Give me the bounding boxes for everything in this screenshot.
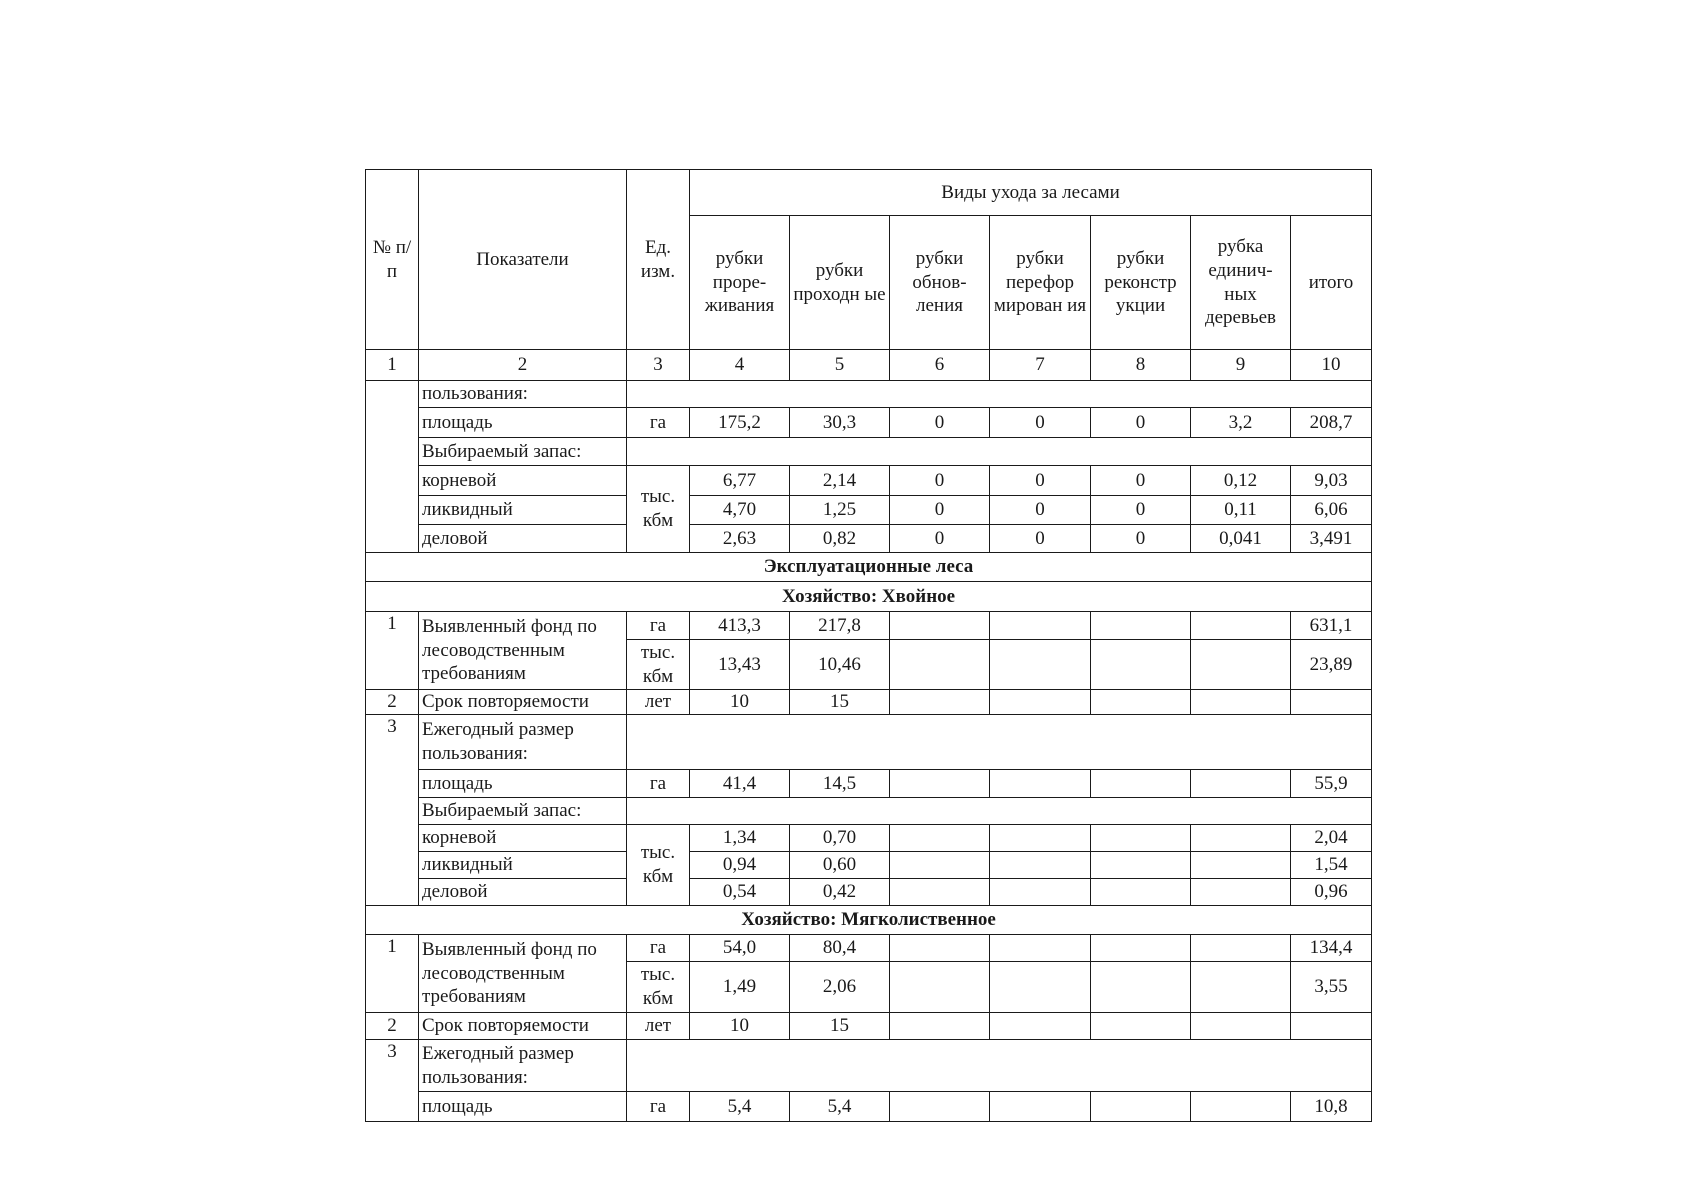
header-group: Виды ухода за лесами (690, 170, 1372, 216)
row-label: площадь (419, 1092, 627, 1122)
column-number: 6 (890, 350, 990, 381)
value-cell: 0,94 (690, 852, 790, 879)
row-label: Выбираемый запас: (419, 798, 627, 825)
table-row (366, 1013, 1372, 1040)
row-label: Ежегодный размер пользования: (419, 1040, 627, 1092)
unit-cell: лет (627, 690, 690, 715)
value-cell: 413,3 (690, 612, 790, 640)
header-type: итого (1291, 216, 1372, 350)
value-cell: 5,4 (690, 1092, 790, 1122)
value-cell: 1,49 (690, 962, 790, 1013)
row-label: Ежегодный размер пользования: (419, 715, 627, 770)
value-cell (1091, 852, 1191, 879)
value-cell (1191, 612, 1291, 640)
value-cell (990, 879, 1091, 906)
unit-cell: га (627, 408, 690, 438)
empty-cell (627, 438, 1372, 466)
value-cell: 80,4 (790, 935, 890, 962)
value-cell (990, 612, 1091, 640)
empty-cell (627, 715, 1372, 770)
value-cell: 10 (690, 1013, 790, 1040)
value-cell: 10 (690, 690, 790, 715)
value-cell (1091, 1092, 1191, 1122)
total-cell: 0,96 (1291, 879, 1372, 906)
header-type: рубки проходн ые (790, 216, 890, 350)
row-number-empty (366, 381, 419, 553)
value-cell: 0 (990, 466, 1091, 496)
row-number: 3 (366, 1040, 419, 1122)
value-cell (890, 1092, 990, 1122)
value-cell (1091, 935, 1191, 962)
subsection-title-conifer: Хозяйство: Хвойное (366, 582, 1372, 612)
total-cell: 208,7 (1291, 408, 1372, 438)
header-type: рубка единич-ных деревьев (1191, 216, 1291, 350)
value-cell (890, 612, 990, 640)
value-cell (1091, 640, 1191, 690)
value-cell (1191, 1092, 1291, 1122)
total-cell: 631,1 (1291, 612, 1372, 640)
row-label: корневой (419, 825, 627, 852)
total-cell: 1,54 (1291, 852, 1372, 879)
value-cell (1191, 879, 1291, 906)
total-cell: 6,06 (1291, 496, 1372, 525)
column-number: 3 (627, 350, 690, 381)
value-cell: 15 (790, 690, 890, 715)
value-cell: 0,42 (790, 879, 890, 906)
value-cell: 217,8 (790, 612, 890, 640)
unit-cell: га (627, 770, 690, 798)
row-label: площадь (419, 408, 627, 438)
row-number: 1 (366, 612, 419, 690)
value-cell (1191, 640, 1291, 690)
unit-cell: тыс. кбм (627, 466, 690, 553)
value-cell (890, 879, 990, 906)
value-cell (990, 690, 1091, 715)
value-cell: 0 (890, 525, 990, 553)
row-label: ликвидный (419, 496, 627, 525)
total-cell: 10,8 (1291, 1092, 1372, 1122)
column-number: 1 (366, 350, 419, 381)
value-cell (990, 852, 1091, 879)
value-cell: 4,70 (690, 496, 790, 525)
table-row (366, 690, 1372, 715)
value-cell (890, 962, 990, 1013)
usage-continuation: пользования: (419, 381, 627, 408)
column-number: 2 (419, 350, 627, 381)
value-cell (890, 825, 990, 852)
value-cell (890, 640, 990, 690)
row-label: деловой (419, 525, 627, 553)
value-cell (1191, 935, 1291, 962)
table-row (366, 879, 1372, 906)
total-cell (1291, 690, 1372, 715)
value-cell: 3,2 (1191, 408, 1291, 438)
value-cell (1191, 852, 1291, 879)
column-number: 9 (1191, 350, 1291, 381)
table-row (366, 1092, 1372, 1122)
row-number: 1 (366, 935, 419, 1013)
unit-cell: га (627, 1092, 690, 1122)
table-row (366, 525, 1372, 553)
unit-cell: га (627, 612, 690, 640)
row-label: Выявленный фонд по лесоводственным требованиям (419, 612, 627, 690)
value-cell: 0 (890, 408, 990, 438)
value-cell: 0 (990, 496, 1091, 525)
value-cell: 0 (1091, 496, 1191, 525)
unit-cell: тыс. кбм (627, 640, 690, 690)
total-cell: 55,9 (1291, 770, 1372, 798)
value-cell (1191, 825, 1291, 852)
row-label: площадь (419, 770, 627, 798)
table-row (366, 612, 1372, 640)
header-type: рубки реконстр укции (1091, 216, 1191, 350)
value-cell (990, 640, 1091, 690)
table-row (366, 852, 1372, 879)
table-row (366, 408, 1372, 438)
header-num: № п/п (366, 170, 419, 350)
table-row (366, 496, 1372, 525)
value-cell: 0,11 (1191, 496, 1291, 525)
value-cell: 0,82 (790, 525, 890, 553)
value-cell (1091, 690, 1191, 715)
value-cell: 41,4 (690, 770, 790, 798)
value-cell (990, 770, 1091, 798)
table-row (366, 466, 1372, 496)
column-number: 5 (790, 350, 890, 381)
value-cell: 0 (890, 496, 990, 525)
unit-cell: тыс. кбм (627, 825, 690, 906)
value-cell: 30,3 (790, 408, 890, 438)
value-cell (1091, 1013, 1191, 1040)
row-label: Срок повторяемости (419, 1013, 627, 1040)
value-cell: 15 (790, 1013, 890, 1040)
unit-cell: га (627, 935, 690, 962)
value-cell (1091, 879, 1191, 906)
value-cell: 2,06 (790, 962, 890, 1013)
value-cell (990, 825, 1091, 852)
value-cell: 0 (1091, 466, 1191, 496)
value-cell (890, 1013, 990, 1040)
value-cell (890, 852, 990, 879)
total-cell: 2,04 (1291, 825, 1372, 852)
total-cell: 134,4 (1291, 935, 1372, 962)
value-cell (1191, 1013, 1291, 1040)
section-title: Эксплуатационные леса (366, 553, 1372, 582)
value-cell: 2,14 (790, 466, 890, 496)
column-number: 8 (1091, 350, 1191, 381)
header-type: рубки обнов-ления (890, 216, 990, 350)
row-label: корневой (419, 466, 627, 496)
column-number: 7 (990, 350, 1091, 381)
value-cell: 0 (1091, 408, 1191, 438)
value-cell (890, 690, 990, 715)
total-cell: 3,491 (1291, 525, 1372, 553)
column-number: 4 (690, 350, 790, 381)
value-cell: 0,12 (1191, 466, 1291, 496)
header-indicators: Показатели (419, 170, 627, 350)
value-cell: 0 (890, 466, 990, 496)
value-cell: 0,60 (790, 852, 890, 879)
total-cell: 23,89 (1291, 640, 1372, 690)
value-cell: 0,54 (690, 879, 790, 906)
value-cell: 0 (990, 525, 1091, 553)
row-label: ликвидный (419, 852, 627, 879)
value-cell (1191, 770, 1291, 798)
row-label: деловой (419, 879, 627, 906)
value-cell (990, 935, 1091, 962)
value-cell: 14,5 (790, 770, 890, 798)
value-cell: 0 (990, 408, 1091, 438)
value-cell: 6,77 (690, 466, 790, 496)
value-cell (990, 962, 1091, 1013)
subsection-title-softwood: Хозяйство: Мягколиственное (366, 906, 1372, 935)
value-cell (890, 770, 990, 798)
value-cell: 0,041 (1191, 525, 1291, 553)
empty-cell (627, 1040, 1372, 1092)
value-cell (990, 1013, 1091, 1040)
value-cell (890, 935, 990, 962)
value-cell: 0,70 (790, 825, 890, 852)
row-number: 2 (366, 690, 419, 715)
row-number: 2 (366, 1013, 419, 1040)
unit-cell: тыс. кбм (627, 962, 690, 1013)
unit-cell: лет (627, 1013, 690, 1040)
value-cell (990, 1092, 1091, 1122)
table-row (366, 770, 1372, 798)
row-label: Выбираемый запас: (419, 438, 627, 466)
value-cell: 1,34 (690, 825, 790, 852)
total-cell (1291, 1013, 1372, 1040)
table-row (366, 935, 1372, 962)
forest-care-table (365, 169, 1372, 1122)
row-number: 3 (366, 715, 419, 906)
value-cell: 10,46 (790, 640, 890, 690)
value-cell (1091, 770, 1191, 798)
total-cell: 9,03 (1291, 466, 1372, 496)
column-number: 10 (1291, 350, 1372, 381)
header-type: рубки перефор мирован ия (990, 216, 1091, 350)
empty-cell (627, 381, 1372, 408)
table-row (366, 825, 1372, 852)
value-cell (1191, 962, 1291, 1013)
header-unit: Ед. изм. (627, 170, 690, 350)
value-cell: 1,25 (790, 496, 890, 525)
empty-cell (627, 798, 1372, 825)
value-cell: 5,4 (790, 1092, 890, 1122)
value-cell: 13,43 (690, 640, 790, 690)
total-cell: 3,55 (1291, 962, 1372, 1013)
row-label: Срок повторяемости (419, 690, 627, 715)
value-cell: 2,63 (690, 525, 790, 553)
value-cell: 0 (1091, 525, 1191, 553)
value-cell: 54,0 (690, 935, 790, 962)
value-cell: 175,2 (690, 408, 790, 438)
value-cell (1191, 690, 1291, 715)
value-cell (1091, 825, 1191, 852)
header-type: рубки проре-живания (690, 216, 790, 350)
row-label: Выявленный фонд по лесоводственным требованиям (419, 935, 627, 1013)
value-cell (1091, 962, 1191, 1013)
value-cell (1091, 612, 1191, 640)
